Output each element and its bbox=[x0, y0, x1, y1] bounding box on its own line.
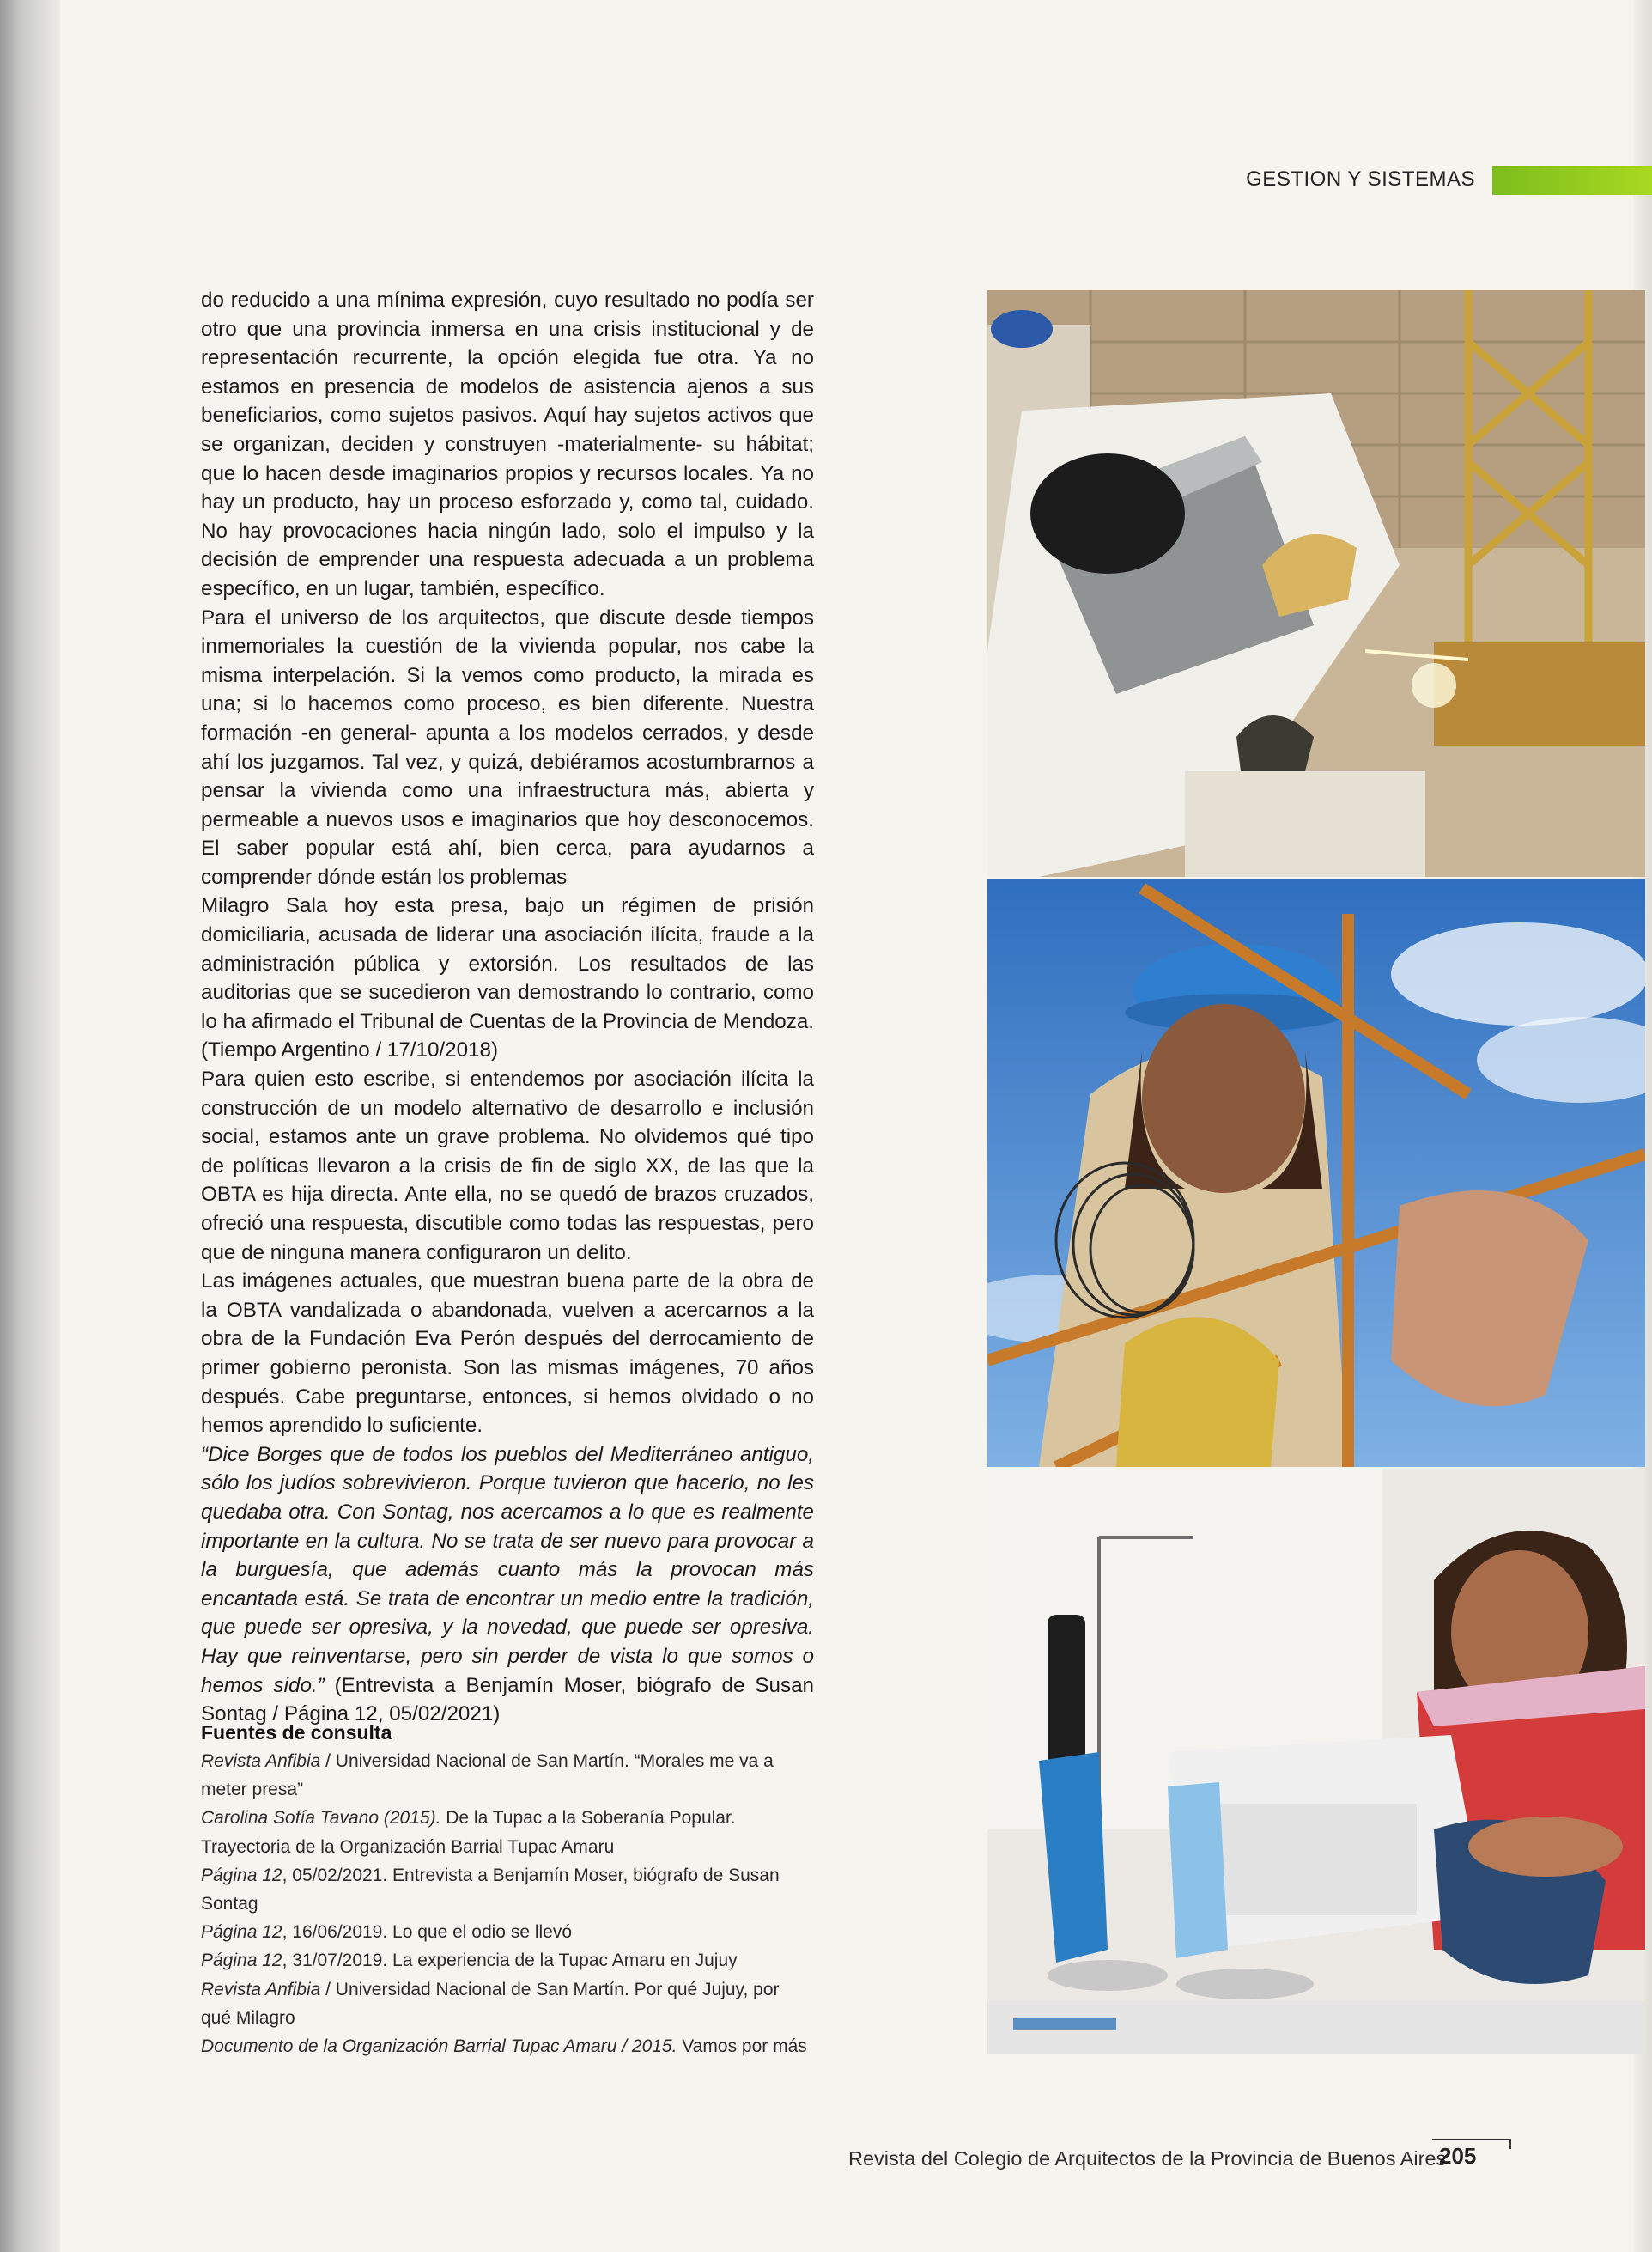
source-name: Revista Anfibia bbox=[201, 1979, 321, 1999]
page-binding-edge bbox=[0, 0, 60, 2252]
quote-text: “Dice Borges que de todos los pueblos del Mediterráneo antiguo, sólo los judíos sobrevivieron. Porque tuvieron que hacerlo, no les quedaba otra. Con Sontag, nos acercamos a lo que es realmente importante en la cultura. No se trata de ser nuevo para provocar a la burguesía, que además cuanto más la provocan más encantada está. Se trata de encontrar un medio entre la tradición, que puede ser opresiva, y la novedad, que puede ser opresiva. Hay que reinventarse, pero sin perder de vista lo que somos o hemos sido.” bbox=[201, 1442, 814, 1697]
section-header: GESTION Y SISTEMAS bbox=[1246, 167, 1475, 191]
footer-publication: Revista del Colegio de Arquitectos de la Provincia de Buenos Aires bbox=[848, 2147, 1447, 2170]
source-detail: , 31/07/2019. La experiencia de la Tupac Amaru en Jujuy bbox=[282, 1951, 738, 1971]
source-item bbox=[201, 1946, 814, 1975]
source-name: Página 12 bbox=[201, 1922, 282, 1943]
welder-photo bbox=[987, 290, 1645, 877]
source-name: Página 12 bbox=[201, 1951, 282, 1971]
page-number-rule bbox=[1432, 2139, 1511, 2140]
source-item bbox=[201, 2032, 814, 2060]
article-paragraph: do reducido a una mínima expresión, cuyo resultado no podía ser otro que una provincia inmersa en una crisis institucional y de representación recurrente, la opción elegida fue otra. Ya no estamos en presencia de modelos de asistencia ajenos a sus beneficiarios, como sujetos pasivos. Aquí hay sujetos activos que se organizan, deciden y construyen -materialmente- su hábitat; que lo hacen desde imaginarios propios y recursos locales. Ya no hay un producto, hay un proceso esforzado y, como tal, cuidado. No hay provocaciones hacia ningún lado, solo el impulso y la decisión de emprender una respuesta adecuada a un problema específico, en un lugar, también, específico. bbox=[201, 289, 814, 600]
sources-title: Fuentes de consulta bbox=[201, 1721, 392, 1744]
section-accent-bar bbox=[1492, 166, 1652, 195]
source-name: Página 12 bbox=[201, 1865, 282, 1885]
sewing-illustration bbox=[987, 1469, 1645, 2054]
source-detail: , 16/06/2019. Lo que el odio se llevó bbox=[282, 1922, 573, 1943]
sources-section bbox=[201, 1719, 814, 2060]
welder-illustration bbox=[987, 290, 1645, 877]
source-item bbox=[201, 1975, 814, 2032]
article-paragraph: Para quien esto escribe, si entendemos por asociación ilícita la construcción de un modelo alternativo de desarrollo e inclusión social, estamos ante un grave problema. No olvidemos qué tipo de políticas llevaron a la crisis de fin de siglo XX, de las que la OBTA es hija directa. Ante ella, no se quedó de brazos cruzados, ofreció una respuesta, discutible como todas las respuestas, pero que de ninguna manera configuraron un delito. bbox=[201, 1068, 814, 1264]
page-number: 205 bbox=[1439, 2143, 1477, 2169]
source-detail: / Universidad Nacional de San Martín. Por qué Jujuy, por qué Milagro bbox=[201, 1979, 780, 2028]
source-item bbox=[201, 1861, 814, 1918]
source-detail: Vamos por más bbox=[677, 2036, 807, 2057]
source-item bbox=[201, 1804, 814, 1860]
source-item bbox=[201, 1747, 814, 1804]
article-body bbox=[201, 286, 814, 1729]
article-paragraph: Milagro Sala hoy esta presa, bajo un régimen de prisión domiciliaria, acusada de liderar una asociación ilícita, fraude a la administración pública y extorsión. Los resultados de las auditorias que se sucedieron van demostrando lo contrario, como lo ha afirmado el Tribunal de Cuentas de la Provincia de Mendoza. (Tiempo Argentino / 17/10/2018) bbox=[201, 894, 814, 1062]
rebar-worker-photo bbox=[987, 879, 1645, 1467]
source-detail: / Universidad Nacional de San Martín. “Morales me va a meter presa” bbox=[201, 1751, 774, 1800]
rebar-illustration bbox=[987, 879, 1645, 1467]
source-name: Revista Anfibia bbox=[201, 1751, 321, 1771]
source-detail: De la Tupac a la Soberanía Popular. Trayectoria de la Organización Barrial Tupac Amaru bbox=[201, 1808, 736, 1857]
source-item bbox=[201, 1918, 814, 1946]
source-detail: , 05/02/2021. Entrevista a Benjamín Moser, biógrafo de Susan Sontag bbox=[201, 1865, 780, 1914]
quote-source: (Entrevista a Benjamín Moser, biógrafo de Susan Sontag / Página 12, 05/02/2021) bbox=[201, 1673, 814, 1726]
source-name: Documento de la Organización Barrial Tupac Amaru / 2015. bbox=[201, 2036, 677, 2057]
article-paragraph: Las imágenes actuales, que muestran buena parte de la obra de la OBTA vandalizada o abandonada, vuelven a acercarnos a la obra de la Fundación Eva Perón después del derrocamiento de primer gobierno peronista. Son las mismas imágenes, 70 años después. Cabe preguntarse, entonces, si hemos olvidado o no hemos aprendido lo suficiente. bbox=[201, 1269, 814, 1438]
article-paragraph: Para el universo de los arquitectos, que discute desde tiempos inmemoriales la cuestión de la vivienda popular, nos cabe la misma interpelación. Si la vemos como producto, la mirada es una; si lo hacemos como proceso, es bien diferente. Nuestra formación -en general- apunta a los modelos cerrados, y desde ahí los juzgamos. Tal vez, y quizá, debiéramos acostumbrarnos a pensar la vivienda como una infraestructura más, abierta y permeable a nuevos usos e imaginarios que hoy desconocemos. El saber popular está ahí, bien cerca, para ayudarnos a comprender dónde están los problemas bbox=[201, 606, 814, 889]
source-name: Carolina Sofía Tavano (2015). bbox=[201, 1808, 441, 1829]
closing-quote bbox=[201, 1440, 814, 1729]
sewing-worker-photo bbox=[987, 1469, 1645, 2054]
